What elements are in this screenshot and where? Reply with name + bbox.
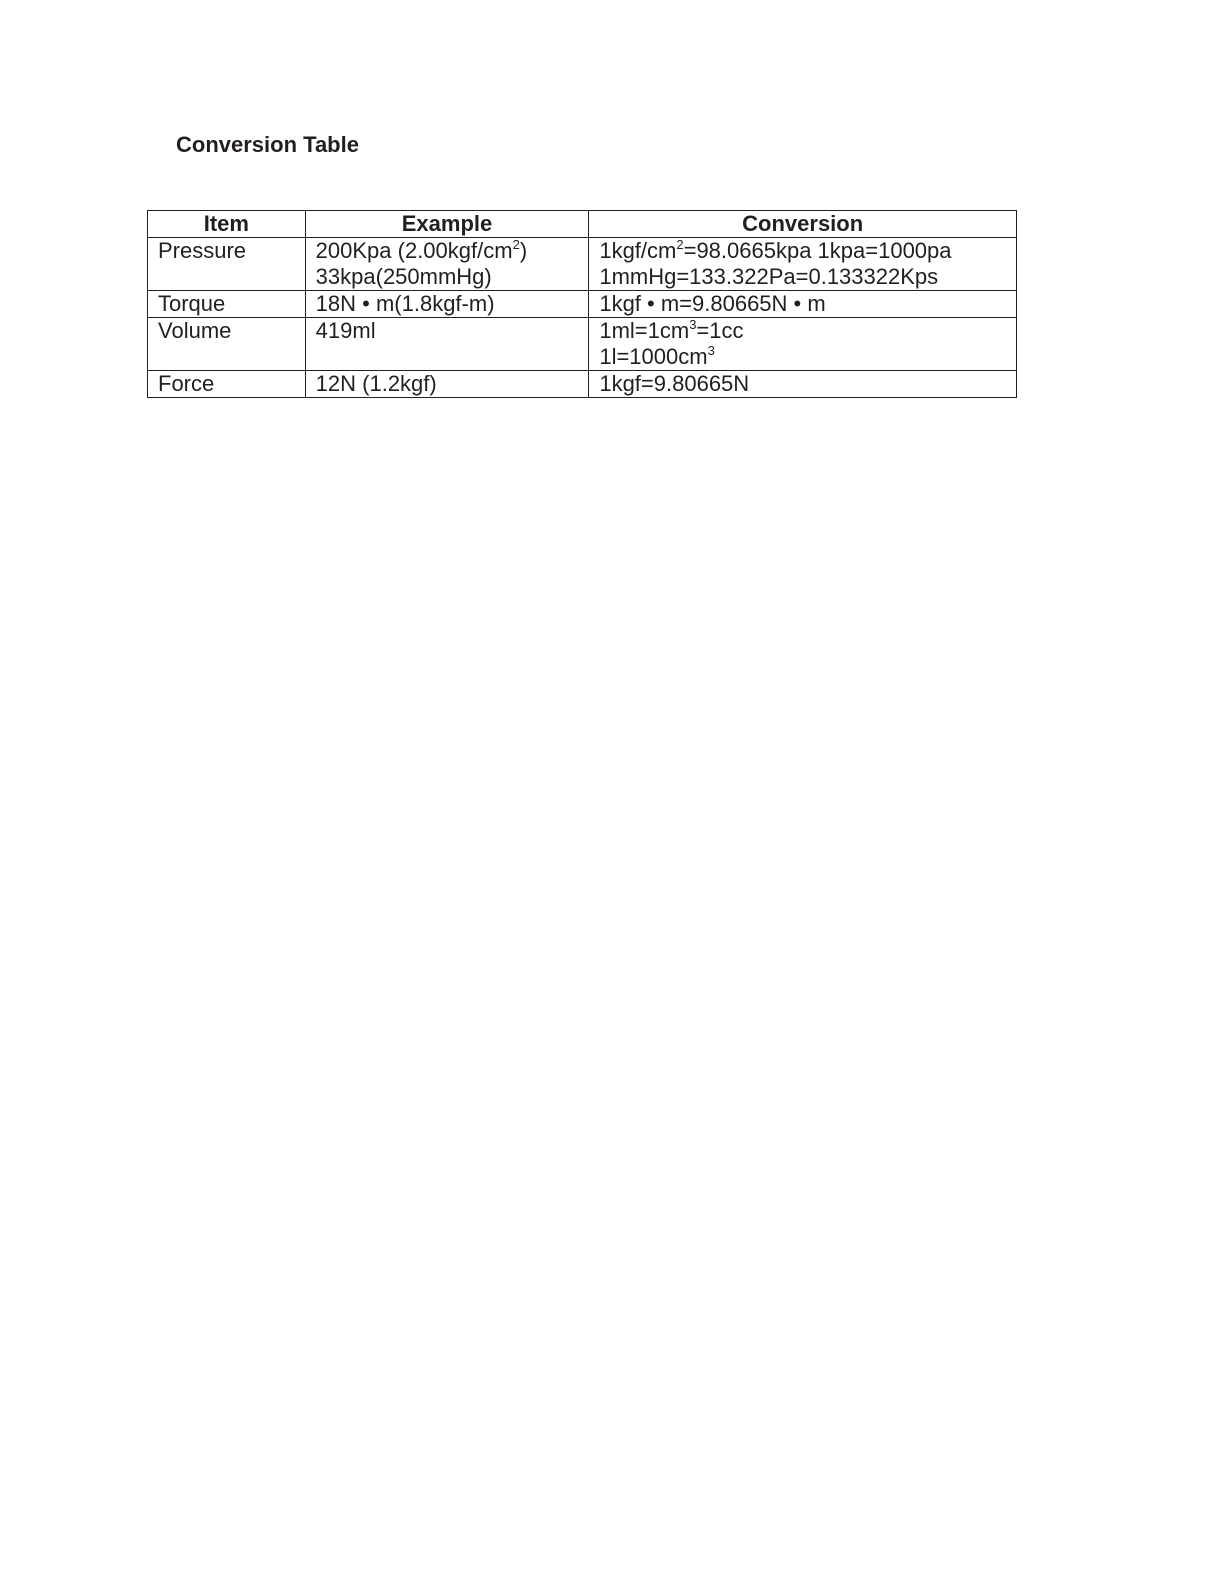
page-title: Conversion Table (176, 132, 359, 157)
superscript-text: 3 (689, 317, 697, 332)
superscript-text: 2 (676, 237, 684, 252)
conversion-line (599, 291, 1016, 317)
table-row (148, 371, 1017, 398)
table-row (148, 291, 1017, 318)
header-conversion: Conversion (589, 211, 1017, 238)
conversion-line (599, 344, 1016, 370)
example-cell (305, 238, 589, 291)
conversion-table (147, 210, 1017, 398)
example-line (316, 291, 589, 317)
conversion-line (599, 371, 1016, 397)
conversion-line (599, 238, 1016, 264)
example-text: 200Kpa (2.00kgf/cm (315, 238, 513, 263)
example-cell (305, 291, 589, 318)
item-cell: Torque (148, 291, 306, 318)
example-text: 18N • m(1.8kgf-m) (315, 291, 495, 316)
conversion-cell (589, 318, 1017, 371)
example-text: ) (519, 238, 528, 263)
superscript-text: 3 (707, 343, 715, 358)
example-cell (305, 371, 589, 398)
header-item: Item (148, 211, 306, 238)
example-text: 33kpa(250mmHg) (315, 264, 492, 289)
header-example: Example (305, 211, 589, 238)
conversion-cell (589, 291, 1017, 318)
conversion-cell (589, 238, 1017, 291)
conversion-text: 1kgf/cm (599, 238, 677, 263)
conversion-line (599, 318, 1016, 344)
item-cell: Volume (148, 318, 306, 371)
table-row (148, 318, 1017, 371)
superscript-text: 2 (512, 237, 520, 252)
table-header-row (148, 211, 1017, 238)
example-line (316, 238, 589, 264)
conversion-text: 1l=1000cm (599, 344, 708, 369)
conversion-text: =1cc (696, 318, 744, 343)
conversion-text: =98.0665kpa 1kpa=1000pa (683, 238, 952, 263)
conversion-text: 1mmHg=133.322Pa=0.133322Kps (599, 264, 939, 289)
example-text: 419ml (315, 318, 376, 343)
conversion-cell (589, 371, 1017, 398)
conversion-text: 1kgf • m=9.80665N • m (599, 291, 826, 316)
example-text: 12N (1.2kgf) (315, 371, 437, 396)
example-line (316, 264, 589, 290)
conversion-line (599, 264, 1016, 290)
item-cell: Pressure (148, 238, 306, 291)
table-row (148, 238, 1017, 291)
example-line (316, 371, 589, 397)
item-cell: Force (148, 371, 306, 398)
table-body (148, 238, 1017, 398)
example-line (316, 318, 589, 344)
conversion-text: 1ml=1cm (599, 318, 690, 343)
example-cell (305, 318, 589, 371)
conversion-text: 1kgf=9.80665N (599, 371, 750, 396)
